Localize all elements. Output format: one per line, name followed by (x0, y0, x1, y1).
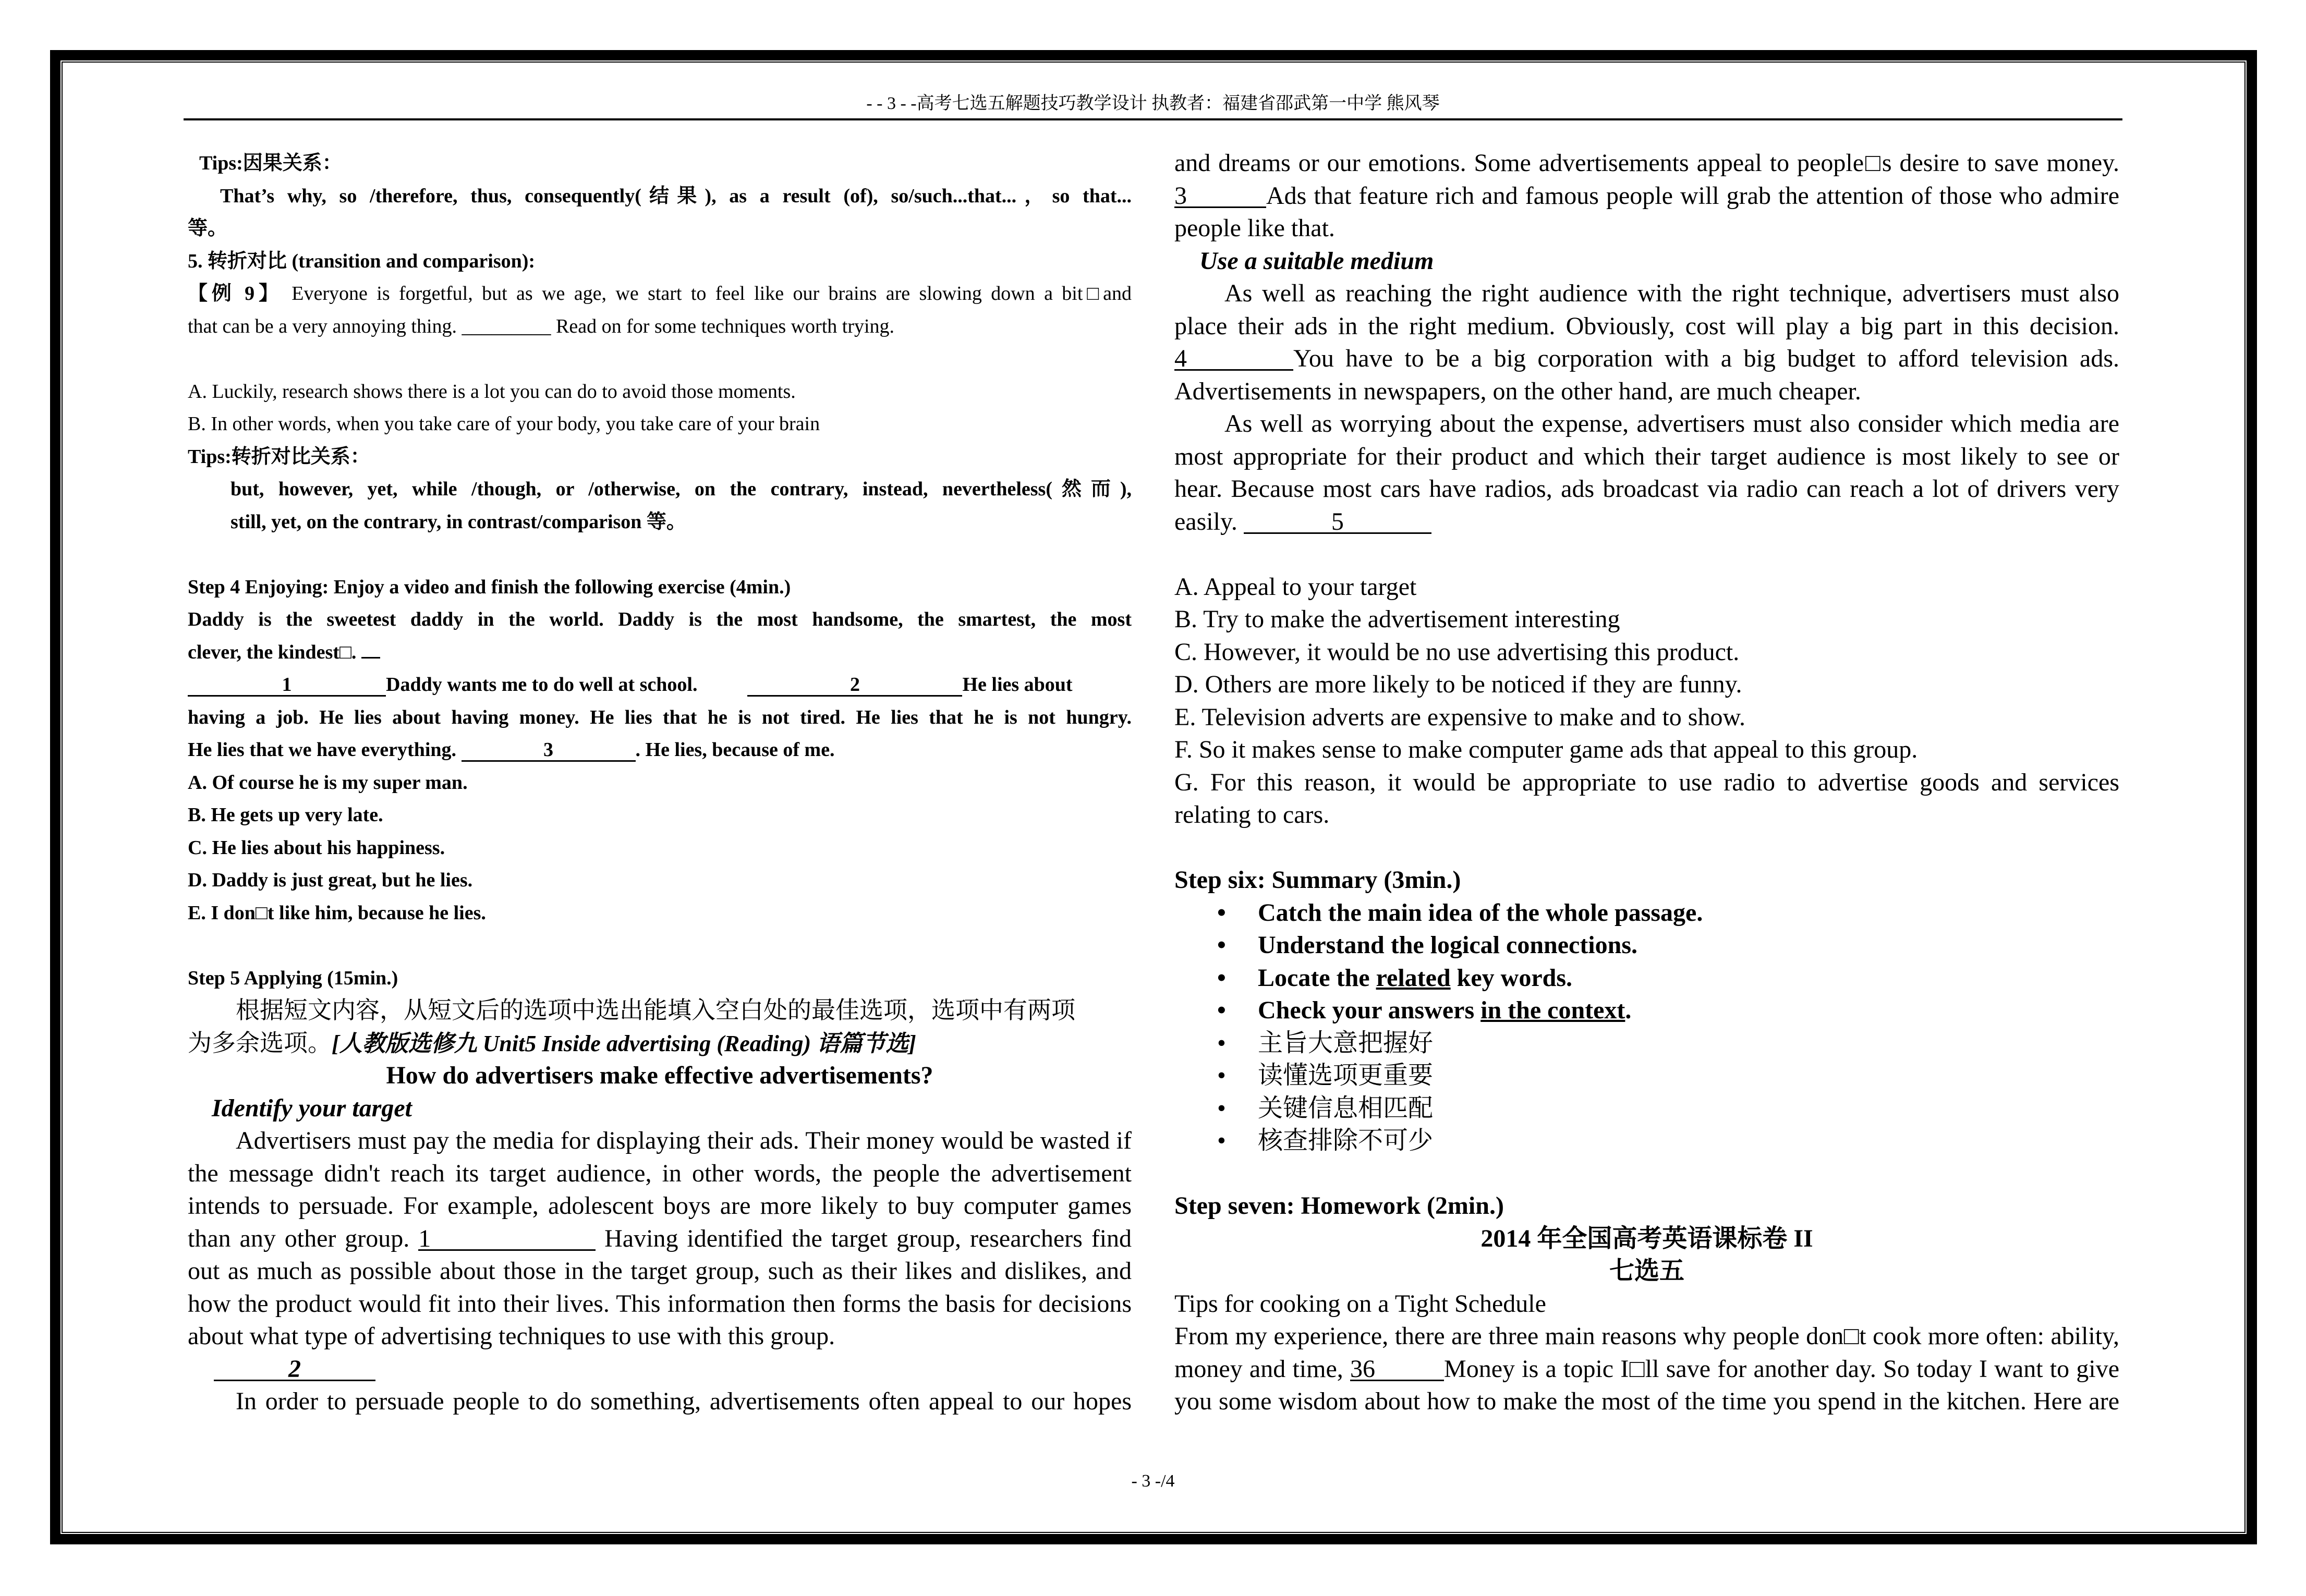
summary-item: • 读懂选项更重要 (1217, 1062, 1434, 1089)
passage-line: intends to persuade. For example, adolescent boys are more likely to buy computer games (188, 1192, 1132, 1220)
passage-line: place their ads in the right medium. Obviously, cost will play a big part in this decision. (1174, 312, 2119, 340)
step-4-line: 1 Daddy wants me to do well at school. 2 He lies about (188, 668, 1132, 701)
example-9-line: that can be a very annoying thing. _________ Read on for some techniques worth trying. (188, 315, 895, 337)
option-d: D. Others are more likely to be noticed if they are funny. (1174, 671, 1742, 698)
passage-line: hear. Because most cars have radios, ads broadcast via radio can reach a lot of drivers very (1174, 475, 2119, 503)
passage-blank-3: 3 (1174, 186, 1266, 208)
passage-line: As well as reaching the right audience with the right technique, advertisers must also (1224, 279, 2119, 307)
option-a: A. Appeal to your target (1174, 572, 1417, 601)
passage-line: easily. 5 (1174, 506, 2119, 539)
passage-line: 4 You have to be a big corporation with a big budget to afford television ads. (1174, 345, 2119, 372)
passage-blank-2: 2 (214, 1359, 375, 1381)
option-g-continued: relating to cars. (1174, 801, 1330, 829)
tips-transition-line: but, however, yet, while /though, or /otherwise, on the contrary, instead, nevertheless(然而), (230, 478, 1132, 500)
tips-cause-line: That’s why, so /therefore, thus, consequently(结果), as a result (of), so/such...that...，so that... (220, 185, 1132, 207)
step-4-line: clever, the kindest□. (188, 636, 1132, 669)
option-e: E. Television adverts are expensive to make and to show. (1174, 703, 1745, 731)
section-5-title: 5. 转折对比 (transition and comparison): (188, 250, 536, 272)
step-4-option-c: C. He lies about his happiness. (188, 836, 445, 859)
tips-cause-title: Tips:因果关系： (199, 152, 342, 174)
step-4-title: Step 4 Enjoying: Enjoy a video and finish the following exercise (4min.) (188, 576, 791, 598)
summary-item: • Locate the related key words. (1217, 964, 1572, 992)
blank-3: 3 (462, 739, 636, 762)
example-9-label: 【例 9】 (188, 283, 283, 304)
right-column (1174, 147, 2119, 1418)
summary-item: • 核查排除不可少 (1217, 1127, 1434, 1154)
step-4-line: Daddy is the sweetest daddy in the world. Daddy is the most handsome, the smartest, the most (188, 608, 1132, 630)
summary-item: • 主旨大意把握好 (1217, 1029, 1434, 1057)
step-4-option-b: B. He gets up very late. (188, 804, 383, 826)
step-6-title: Step six: Summary (3min.) (1174, 866, 1461, 894)
homework-line: From my experience, there are three main reasons why people don□t cook more often: ability, (1174, 1322, 2119, 1350)
option-c: C. However, it would be no use advertising this product. (1174, 638, 1740, 666)
passage-line: how the product would fit into their lives. This information then forms the basis for decisions (188, 1289, 1132, 1318)
passage-blank-1: 1 (418, 1228, 596, 1251)
step-4-option-d: D. Daddy is just great, but he lies. (188, 869, 473, 891)
step-5-instruction: 为多余选项。[人教版选修九 Unit5 Inside advertising (Reading) 语篇节选] (188, 1029, 916, 1056)
homework-title: 2014 年全国高考英语课标卷 II (1480, 1224, 1813, 1252)
example-9-option-b: B. In other words, when you take care of your body, you take care of your brain (188, 413, 820, 435)
example-9-line: 【例 9】 Everyone is forgetful, but as we age, we start to feel like our brains are slowing down a bit□and (188, 283, 1132, 304)
tips-cause-line: 等。 (188, 217, 228, 239)
summary-item: • Understand the logical connections. (1217, 931, 1638, 959)
passage-line: people like that. (1174, 214, 1335, 242)
blank (361, 636, 380, 659)
page-footer: - 3 -/4 (1131, 1471, 1175, 1491)
passage-line: about what type of advertising techniques to use with this group. (188, 1322, 835, 1350)
homework-blank-36: 36 (1350, 1359, 1444, 1381)
page-header: - - 3 - -高考七选五解题技巧教学设计 执教者：福建省邵武第一中学 熊风琴 (184, 89, 2122, 120)
step-5-instruction: 根据短文内容，从短文后的选项中选出能填入空白处的最佳选项，选项中有两项 (236, 997, 1075, 1024)
step-4-line: He lies that we have everything. 3 . He lies, because of me. (188, 739, 835, 761)
homework-line: you some wisdom about how to make the most of the time you spend in the kitchen. Here are (1174, 1387, 2119, 1415)
passage-line: out as much as possible about those in the target group, such as their likes and dislikes, and (188, 1257, 1132, 1285)
passage-line: 3 Ads that feature rich and famous people will grab the attention of those who admire (1174, 181, 2119, 210)
homework-line: Tips for cooking on a Tight Schedule (1174, 1289, 1546, 1318)
tips-transition-title: Tips:转折对比关系： (188, 445, 370, 468)
homework-subtitle: 七选五 (1609, 1257, 1684, 1285)
subheading-identify-target: Identify your target (212, 1094, 412, 1122)
passage-line: the message didn't reach its target audience, in other words, the people the advertisement (188, 1159, 1132, 1187)
passage-line: As well as worrying about the expense, advertisers must also consider which media are (1224, 410, 2119, 437)
passage-blank-4: 4 (1174, 348, 1293, 371)
step-5-title: Step 5 Applying (15min.) (188, 967, 398, 989)
passage-line: Advertisers must pay the media for displaying their ads. Their money would be wasted if (236, 1127, 1132, 1154)
homework-line: money and time, 36 Money is a topic I□ll save for another day. So today I want to give (1174, 1355, 2120, 1383)
summary-item: • 关键信息相匹配 (1217, 1094, 1434, 1122)
passage-line: most appropriate for their product and which their target audience is most likely to see or (1174, 442, 2119, 470)
step-4-option-a: A. Of course he is my super man. (188, 771, 468, 794)
step-4-line: having a job. He lies about having money. He lies that he is not tired. He lies that he is not hungry. (188, 706, 1132, 728)
step-7-title: Step seven: Homework (2min.) (1174, 1192, 1504, 1220)
passage-line (188, 1353, 1132, 1386)
blank-2: 2 (747, 674, 962, 697)
passage-line: and dreams or our emotions. Some advertisements appeal to people□s desire to save money. (1174, 149, 2119, 177)
summary-item: • Catch the main idea of the whole passage. (1217, 898, 1703, 927)
passage-blank-5: 5 (1244, 511, 1431, 534)
option-b: B. Try to make the advertisement interesting (1174, 605, 1620, 633)
passage-line: than any other group. 1 Having identified the target group, researchers find (188, 1224, 1132, 1252)
example-9-option-a: A. Luckily, research shows there is a lot you can do to avoid those moments. (188, 380, 796, 403)
tips-transition-line: still, yet, on the contrary, in contrast/comparison 等。 (230, 510, 686, 533)
passage-line: Advertisements in newspapers, on the other hand, are much cheaper. (1174, 377, 1861, 405)
passage-line: In order to persuade people to do something, advertisements often appeal to our hopes (236, 1387, 1132, 1415)
option-g: G. For this reason, it would be appropriate to use radio to advertise goods and services (1174, 768, 2119, 796)
left-column (188, 147, 1132, 1418)
subheading-suitable-medium: Use a suitable medium (1199, 247, 1434, 275)
summary-item: • Check your answers in the context. (1217, 996, 1632, 1024)
option-f: F. So it makes sense to make computer game ads that appeal to this group. (1174, 736, 1918, 763)
step-4-option-e: E. I don□t like him, because he lies. (188, 901, 486, 924)
source-note: [人教版选修九 Unit5 Inside advertising (Reading) 语篇节选] (332, 1030, 916, 1056)
passage-title: How do advertisers make effective advertisements? (386, 1062, 933, 1089)
blank-1: 1 (188, 674, 386, 697)
